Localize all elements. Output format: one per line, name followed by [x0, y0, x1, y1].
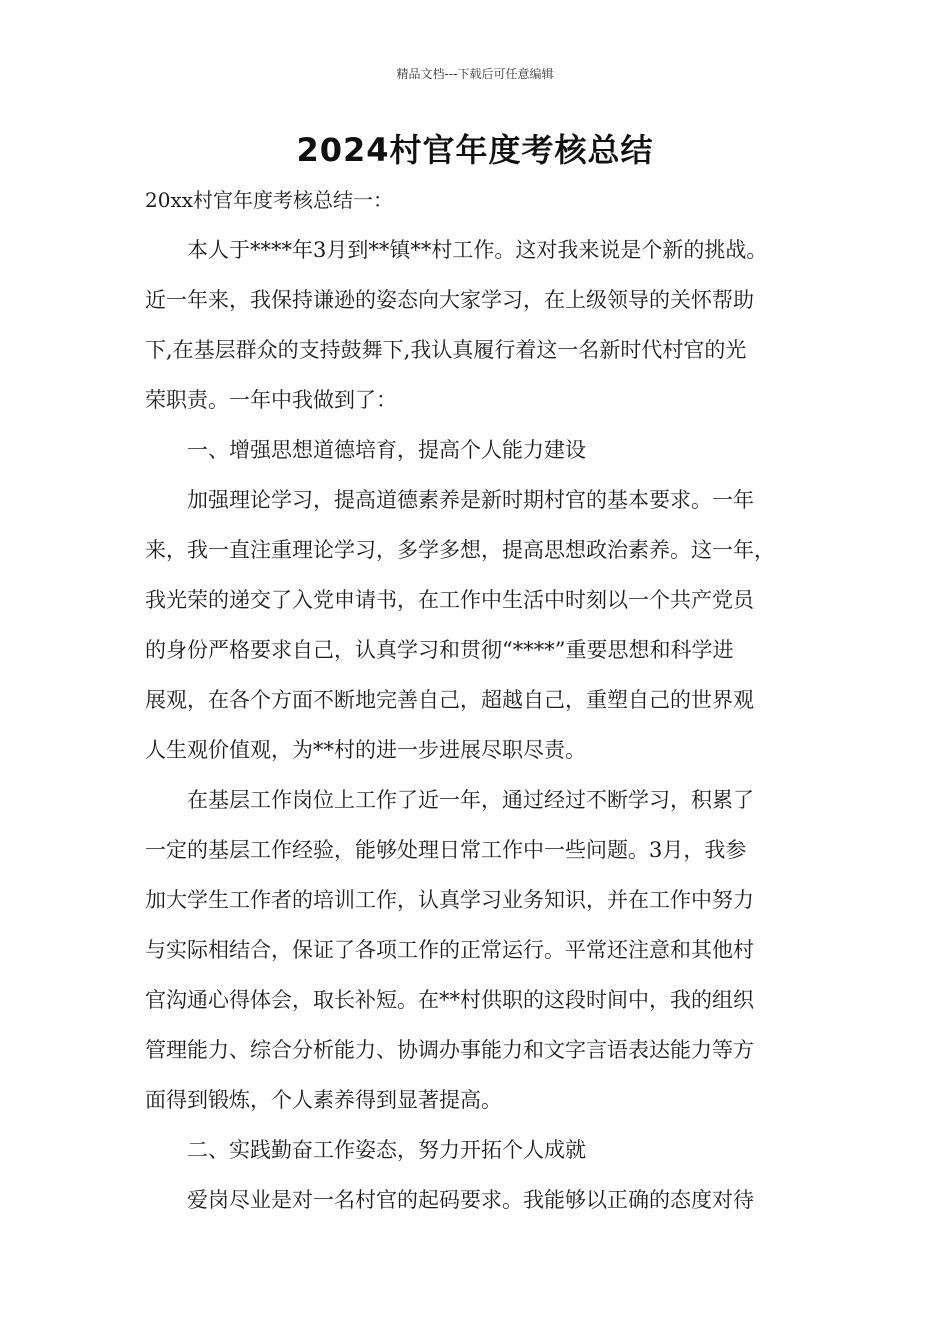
- paragraph-line: 加大学生工作者的培训工作，认真学习业务知识，并在工作中努力: [145, 888, 754, 912]
- paragraph-line: 来，我一直注重理论学习，多学多想，提高思想政治素养。这一年，: [145, 538, 775, 562]
- document-body: [145, 180, 825, 1225]
- paragraph-line: 展观，在各个方面不断地完善自己，超越自己，重塑自己的世界观: [145, 688, 754, 712]
- paragraph-line: 在基层工作岗位上工作了近一年，通过经过不断学习，积累了: [145, 788, 754, 812]
- document-title: 2024村官年度考核总结: [296, 131, 654, 169]
- section-heading-2: 二、实践勤奋工作姿态，努力开拓个人成就: [145, 1138, 586, 1162]
- section-heading-1: 一、增强思想道德培育，提高个人能力建设: [145, 438, 586, 462]
- paragraph-line: 管理能力、综合分析能力、协调办事能力和文字言语表达能力等方: [145, 1038, 754, 1062]
- paragraph-line: 我光荣的递交了入党申请书，在工作中生活中时刻以一个共产党员: [145, 588, 754, 612]
- paragraph-line: 近一年来，我保持谦逊的姿态向大家学习，在上级领导的关怀帮助: [145, 288, 754, 312]
- paragraph-line: 人生观价值观，为**村的进一步进展尽职尽责。: [145, 738, 586, 762]
- paragraph-line: 加强理论学习，提高道德素养是新时期村官的基本要求。一年: [145, 488, 754, 512]
- header-note: 精品文档---下载后可任意编辑: [396, 67, 554, 81]
- paragraph-line: 爱岗尽业是对一名村官的起码要求。我能够以正确的态度对待: [145, 1188, 754, 1212]
- paragraph-line: 面得到锻炼，个人素养得到显著提高。: [145, 1088, 502, 1112]
- paragraph-line: 一定的基层工作经验，能够处理日常工作中一些问题。3月，我参: [145, 838, 747, 862]
- paragraph-line: 与实际相结合，保证了各项工作的正常运行。平常还注意和其他村: [145, 938, 754, 962]
- paragraph-line: 本人于****年3月到**镇**村工作。这对我来说是个新的挑战。: [145, 238, 768, 262]
- paragraph-line: 下,在基层群众的支持鼓舞下,我认真履行着这一名新时代村官的光: [145, 338, 747, 362]
- paragraph-line: 荣职责。一年中我做到了：: [145, 388, 397, 412]
- paragraph-line: 的身份严格要求自己，认真学习和贯彻“****”重要思想和科学进: [145, 638, 734, 662]
- section-intro-line: 20xx村官年度考核总结一：: [145, 188, 394, 212]
- paragraph-line: 官沟通心得体会，取长补短。在**村供职的这段时间中，我的组织: [145, 988, 754, 1012]
